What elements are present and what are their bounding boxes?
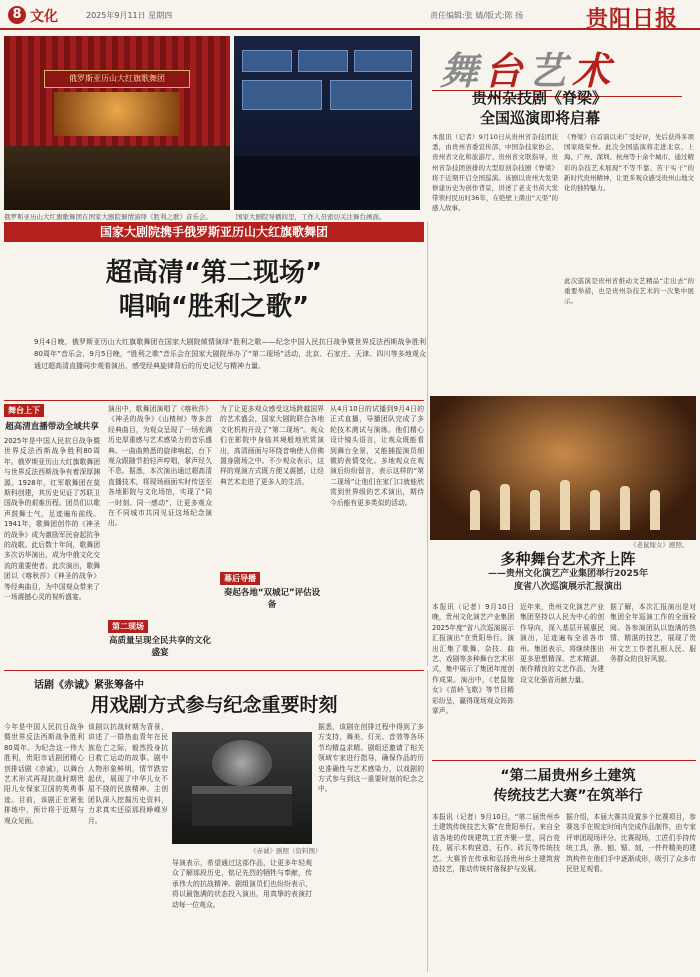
page-number-badge: 8 <box>8 6 26 24</box>
stage-floor <box>4 146 230 210</box>
drama-column: 今年是中国人民抗日战争暨世界反法西斯战争胜利80周年。为纪念这一伟大胜利，贵阳市话剧团精心创排话剧《赤诚》，以舞台艺术形式再现抗战时期贵阳儿女保家卫国的英勇事迹。目前，该剧正在紧张排练中，预计将于近期与观众见面。 <box>4 723 84 825</box>
issue-date: 2025年9月11日 星期四 <box>86 11 173 20</box>
photo-caption: 国家大剧院导播间里，工作人员密切关注舞台画面。 <box>236 213 386 221</box>
architecture-column: 据介绍，本届大赛共设置多个比赛项目，参赛选手在规定时间内完成作品制作，由专家评审团现场评分。比赛现场，工匠们手持传统工具，凿、刨、锯、刻，一件件精美的建筑构件在他们手中逐渐成形，吸引了众多市民驻足观看。 <box>566 813 696 874</box>
editor-credit: 责任编辑:张 婧/版式:陈 扬 <box>430 11 524 20</box>
dance-column: 据了解，本次汇报演出是对集团全年巡演工作的全面检阅。各参演团队以饱满的热情、精湛的技艺，展现了贵州文艺工作者扎根人民、服务群众的良好风貌。 <box>610 603 696 664</box>
drama-photo <box>172 732 312 844</box>
architecture-headline: “第二届贵州乡土建筑 传统技艺大赛”在筑举行 <box>493 768 643 804</box>
drama-column: 据悉，该剧在创排过程中得到了多方支持，舞美、灯光、音效等各环节均精益求精。剧组还邀请了相关领域专家进行指导，确保作品的历史准确性与艺术感染力，以戏剧的方式参与到这一重要时刻的纪念之中。 <box>318 723 424 794</box>
subheading: 高质量呈现全民共享的文化盛宴 <box>108 636 211 658</box>
subheading: 奏起各地“双城记”评估设备 <box>223 588 321 610</box>
dance-headline: 多种舞台艺术齐上阵 <box>500 550 636 568</box>
drama-column: 导演表示，希望通过这部作品，让更多年轻观众了解那段历史，铭记先烈的牺牲与奉献，传承伟大的抗战精神。剧组演员们也纷纷表示，将以最饱满的状态投入演出，用真挚的表演打动每一位观众。 <box>172 859 312 909</box>
article-column: 从4月10日的试播到9月4日的正式直播，导播团队完成了多轮技术测试与演练。他们精心设计镜头语言，让观众既能看到舞台全景，又能捕捉演员细微的表情变化。多地观众在观演后纷纷留言，表示这样的“第二现场”让他们在家门口就能欣赏到世界级的艺术演出，期待今后能有更多类似的活动。 <box>330 405 424 507</box>
drama-headline: 用戏剧方式参与纪念重要时刻 <box>90 694 338 716</box>
acrobatics-body-col2: 《脊梁》自首演以来广受好评，先后获得多项国家级荣誉。此次全国巡演将走进北京、上海、广州、深圳、杭州等十余个城市，通过精彩的杂技艺术展现“不等不靠、苦干实干”的新时代贵州精神，让更多观众感受贵州山地文化的独特魅力。 <box>564 133 694 193</box>
acrobatics-body-col1: 本报讯（记者）9月10日从贵州省杂技团获悉，由贵州省委宣传部、中国杂技家协会、贵州省文化和旅游厅、贵州省文联指导，贵州省杂技团创排的大型原创杂技剧《脊梁》将于近期开启全国巡演。该剧以贵州大发渠修建历史为创作背景，讲述了老支书黄大发带领村民历时36年，在绝壁上凿出“天渠”的感人故事。 <box>432 133 558 213</box>
article-banner: 国家大剧院携手俄罗斯亚历山大红旗歌舞团 <box>4 222 424 242</box>
acrobatics-body-col3: 此次巡演是贵州省推动文艺精品“走出去”的重要举措，也是贵州杂技艺术的一次集中展示。 <box>564 277 694 306</box>
photo-caption: 《赤诚》剧照（资料图） <box>250 847 322 855</box>
stage-screen <box>54 92 180 136</box>
drama-kicker: 话剧《赤诚》紧张筹备中 <box>34 680 144 691</box>
article-column: 2025年是中国人民抗日战争暨世界反法西斯战争胜利80周年。俄罗斯亚历山大红旗歌舞团与世界反法西斯战争有着深厚渊源。1928年，红军歌舞团在莫斯科创建，其历史见证了苏联卫国战争的艰难历程。团员们以歌声鼓舞士气，足迹遍布前线。1941年，歌舞团创作的《神圣的战争》成为激励军民奋起抗争的战歌。此后数十年间，歌舞团多次访华演出，成为中俄文化交流的重要使者。此次演出，歌舞团以《喀秋莎》《神圣的战争》等经典曲目，为中国观众带来了一场震撼心灵的视听盛宴。 <box>4 437 100 602</box>
dance-column: 近年来，贵州文化演艺产业集团坚持以人民为中心的创作导向，深入基层开展惠民演出，足迹遍布全省各市州。集团表示，将继续推出更多思想精深、艺术精湛、制作精良的文艺作品，为建设文化强省贡献力量。 <box>520 603 604 684</box>
section-tag: 幕后导播 <box>220 572 260 585</box>
article-column: 演出中，歌舞团演唱了《喀秋莎》《神圣的战争》《山楂树》等多首经典曲目，为观众呈现了一场充满历史厚重感与艺术感染力的音乐盛典。一曲曲熟悉的旋律响起，台下观众跟随节拍轻声哼唱，掌声经久不息。据悉，本次演出通过超高清直播技术，将现场画面实时传送至各地影院与文化场馆，实现了“同一时刻、同一感动”，让更多观众在不同城市共同见证这场纪念演出。 <box>108 405 212 528</box>
section-tag: 第二现场 <box>108 620 148 633</box>
section-tag: 舞台上下 <box>4 404 44 417</box>
main-headline: 超高清“第二现场” 唱响“胜利之歌” <box>105 258 323 322</box>
newspaper-logo: 贵阳日报 <box>586 6 679 32</box>
dance-column: 本报讯（记者）9月10日晚，贵州文化演艺产业集团2025年度“省八次巡演展示汇报演出”在贵阳举行。演出汇集了歌舞、杂技、曲艺、戏剧等多种舞台艺术形式，集中展示了集团年度创作成果。演出中，《老鼠嫁女》《苗岭飞歌》等节目精彩纷呈，赢得现场观众阵阵掌声。 <box>432 603 514 716</box>
photo-caption: 俄罗斯亚历山大红旗歌舞团在国家大剧院倾情演绎《胜利之歌》音乐会。 <box>4 213 212 221</box>
subheading: 超高清直播带动全域共享 <box>5 422 99 432</box>
dance-photo <box>430 396 696 540</box>
section-deco-title: 舞台艺术 <box>440 48 617 93</box>
control-room-photo <box>234 36 420 210</box>
dance-subheadline: ——贵州文化演艺产业集团举行2025年 度省八次巡演展示汇报演出 <box>487 569 649 592</box>
article-lead: 9月4日晚，俄罗斯亚历山大红旗歌舞团在国家大剧院倾情演绎“胜利之歌——纪念中国人民抗日战争暨世界反法西斯战争胜利80周年”音乐会，9月5日晚，“胜利之歌”音乐会在国家大剧院举办了“第二现场”活动，北京、石家庄、天津、四川等多地观众通过超高清直播同步观看演出，感受经典旋律背后的历史记忆与精神力量。 <box>34 338 426 370</box>
acrobatics-headline: 贵州杂技剧《脊梁》 全国巡演即将启幕 <box>472 89 608 127</box>
article-column: 为了让更多观众感受这场跨越国界的艺术盛会，国家大剧院联合各地文化机构开设了“第二现场”。观众们在影院中身临其境般地欣赏演出，高清画面与环绕音响使人仿佛置身剧场之中。不少观众表示，这样的观演方式既方便又震撼，让经典艺术走进了更多人的生活。 <box>220 405 324 486</box>
photo-caption: 《老鼠嫁女》剧照。 <box>630 541 689 549</box>
section-title: 文化 <box>30 9 58 25</box>
drama-column: 该剧以抗战时期为背景，讲述了一群热血青年在民族危亡之际，毅然投身抗日救亡运动的故事。剧中人物形象鲜明，情节跌宕起伏，展现了中华儿女不屈不挠的民族精神。主创团队深入挖掘历史资料，力求真实还原那段峥嵘岁月。 <box>88 723 168 825</box>
stage-banner: 俄罗斯亚历山大红旗歌舞团 <box>44 70 190 88</box>
architecture-column: 本报讯（记者）9月10日，“第二届贵州乡土建筑传统技艺大赛”在贵阳举行。来自全省各地的传统建筑工匠齐聚一堂，同台竞技，展示木构营造、石作、砖瓦等传统技艺。大赛旨在传承和弘扬贵州乡土建筑营造技艺，推动传统村落保护与发展。 <box>432 813 560 874</box>
concert-photo <box>4 36 230 210</box>
